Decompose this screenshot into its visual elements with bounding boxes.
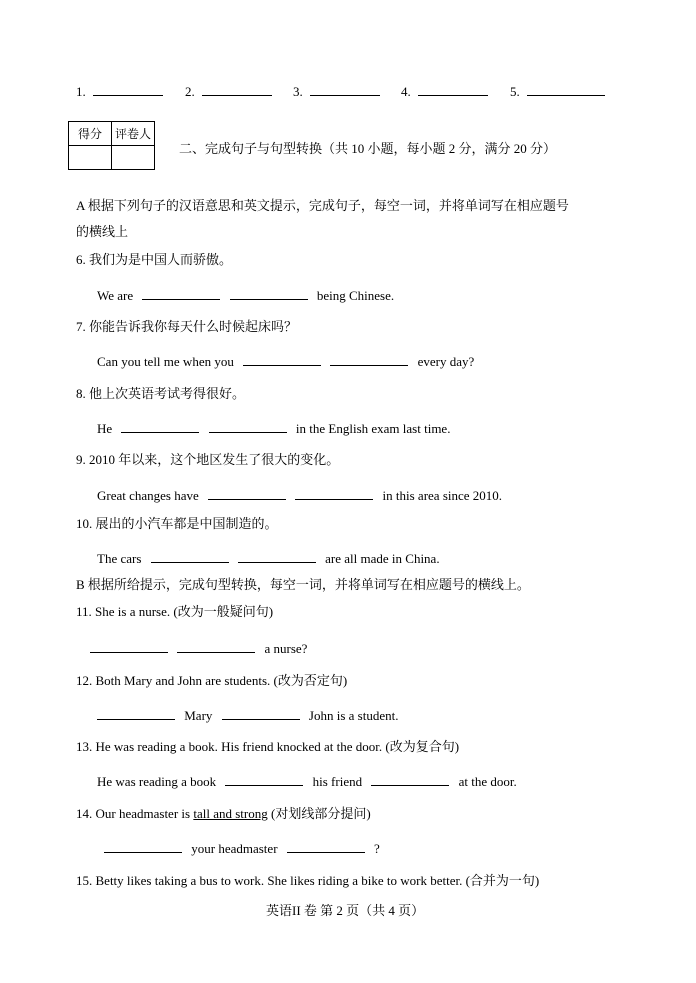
answer-label-2: 2. — [185, 84, 195, 99]
grader-cell[interactable] — [112, 146, 155, 170]
q8-blank-2[interactable] — [209, 420, 287, 433]
q15-prompt: 15. Betty likes taking a bus to work. She likes riding a bike to work better. (合并为一句) — [76, 873, 540, 888]
q14-prompt — [76, 806, 371, 822]
q7-answer-line — [97, 353, 474, 370]
q11-post: a nurse? — [264, 641, 308, 656]
answer-item-4 — [401, 83, 488, 100]
q11-answer-line — [90, 640, 307, 657]
score-table — [68, 121, 155, 170]
answer-row — [76, 83, 163, 100]
q12-blank-1[interactable] — [97, 707, 175, 720]
q14-blank-1[interactable] — [104, 840, 182, 853]
q6-blank-1[interactable] — [142, 287, 220, 300]
q10-pre: The cars — [97, 551, 142, 566]
answer-label-5: 5. — [510, 84, 520, 99]
answer-blank-2[interactable] — [202, 83, 272, 96]
q14-prompt-post: (对划线部分提问) — [270, 806, 371, 821]
part-a-instruction-line1: A 根据下列句子的汉语意思和英文提示，完成句子，每空一词，并将单词写在相应题号 — [76, 198, 569, 213]
q13-mid: his friend — [312, 774, 363, 789]
answer-item-5 — [510, 83, 605, 100]
q13-prompt: 13. He was reading a book. His friend knocked at the door. (改为复合句) — [76, 739, 460, 754]
q6-answer-line — [97, 287, 394, 304]
q14-answer-line — [104, 840, 380, 857]
answer-blank-4[interactable] — [418, 83, 488, 96]
q11-blank-1[interactable] — [90, 640, 168, 653]
q14-mid: your headmaster — [191, 841, 278, 856]
q12-post: John is a student. — [308, 708, 399, 723]
score-header: 得分 — [69, 122, 112, 146]
q13-answer-line — [97, 773, 517, 790]
q10-blank-2[interactable] — [238, 550, 316, 563]
q14-blank-2[interactable] — [287, 840, 365, 853]
answer-label-3: 3. — [293, 84, 303, 99]
q6-blank-2[interactable] — [230, 287, 308, 300]
q6-prompt: 6. 我们为是中国人而骄傲。 — [76, 252, 233, 267]
q9-pre: Great changes have — [97, 488, 199, 503]
q13-blank-1[interactable] — [225, 773, 303, 786]
q9-answer-line — [97, 487, 502, 504]
page-footer: 英语II 卷 第 2 页（共 4 页） — [266, 903, 425, 918]
part-a-instruction-line2: 的横线上 — [76, 224, 129, 239]
q9-post: in this area since 2010. — [382, 488, 503, 503]
q14-post: ? — [374, 841, 380, 856]
q10-answer-line — [97, 550, 440, 567]
q8-blank-1[interactable] — [121, 420, 199, 433]
q7-prompt: 7. 你能告诉我你每天什么时候起床吗？ — [76, 319, 298, 334]
q7-blank-1[interactable] — [243, 353, 321, 366]
q10-blank-1[interactable] — [151, 550, 229, 563]
q8-pre: He — [97, 421, 113, 436]
q13-blank-2[interactable] — [371, 773, 449, 786]
q6-pre: We are — [97, 288, 134, 303]
q9-prompt: 9. 2010 年以来，这个地区发生了很大的变化。 — [76, 452, 340, 467]
q8-post: in the English exam last time. — [295, 421, 451, 436]
q13-post: at the door. — [458, 774, 517, 789]
answer-label-1: 1. — [76, 84, 86, 99]
q7-blank-2[interactable] — [330, 353, 408, 366]
q9-blank-1[interactable] — [208, 487, 286, 500]
answer-blank-1[interactable] — [93, 83, 163, 96]
answer-label-4: 4. — [401, 84, 411, 99]
grader-header: 评卷人 — [112, 122, 155, 146]
q14-underlined-phrase: tall and strong — [193, 806, 268, 821]
answer-blank-5[interactable] — [527, 83, 605, 96]
q12-prompt: 12. Both Mary and John are students. (改为否定句) — [76, 673, 348, 688]
answer-item-2 — [185, 83, 272, 100]
q12-mid: Mary — [184, 708, 213, 723]
q12-answer-line — [97, 707, 398, 724]
q9-blank-2[interactable] — [295, 487, 373, 500]
answer-item-3 — [293, 83, 380, 100]
q11-blank-2[interactable] — [177, 640, 255, 653]
q8-answer-line — [97, 420, 450, 437]
q7-post: every day? — [417, 354, 475, 369]
q12-blank-2[interactable] — [222, 707, 300, 720]
q10-post: are all made in China. — [325, 551, 440, 566]
q11-prompt: 11. She is a nurse. (改为一般疑问句) — [76, 604, 274, 619]
answer-blank-3[interactable] — [310, 83, 380, 96]
q14-prompt-pre: 14. Our headmaster is — [76, 806, 191, 821]
score-cell[interactable] — [69, 146, 112, 170]
q6-post: being Chinese. — [316, 288, 395, 303]
q10-prompt: 10. 展出的小汽车都是中国制造的。 — [76, 516, 278, 531]
section-title: 二、完成句子与句型转换（共 10 小题，每小题 2 分，满分 20 分） — [179, 141, 557, 156]
q7-pre: Can you tell me when you — [97, 354, 234, 369]
part-b-instruction: B 根据所给提示，完成句型转换，每空一词，并将单词写在相应题号的横线上。 — [76, 577, 530, 592]
q8-prompt: 8. 他上次英语考试考得很好。 — [76, 386, 246, 401]
q13-pre: He was reading a book — [97, 774, 217, 789]
